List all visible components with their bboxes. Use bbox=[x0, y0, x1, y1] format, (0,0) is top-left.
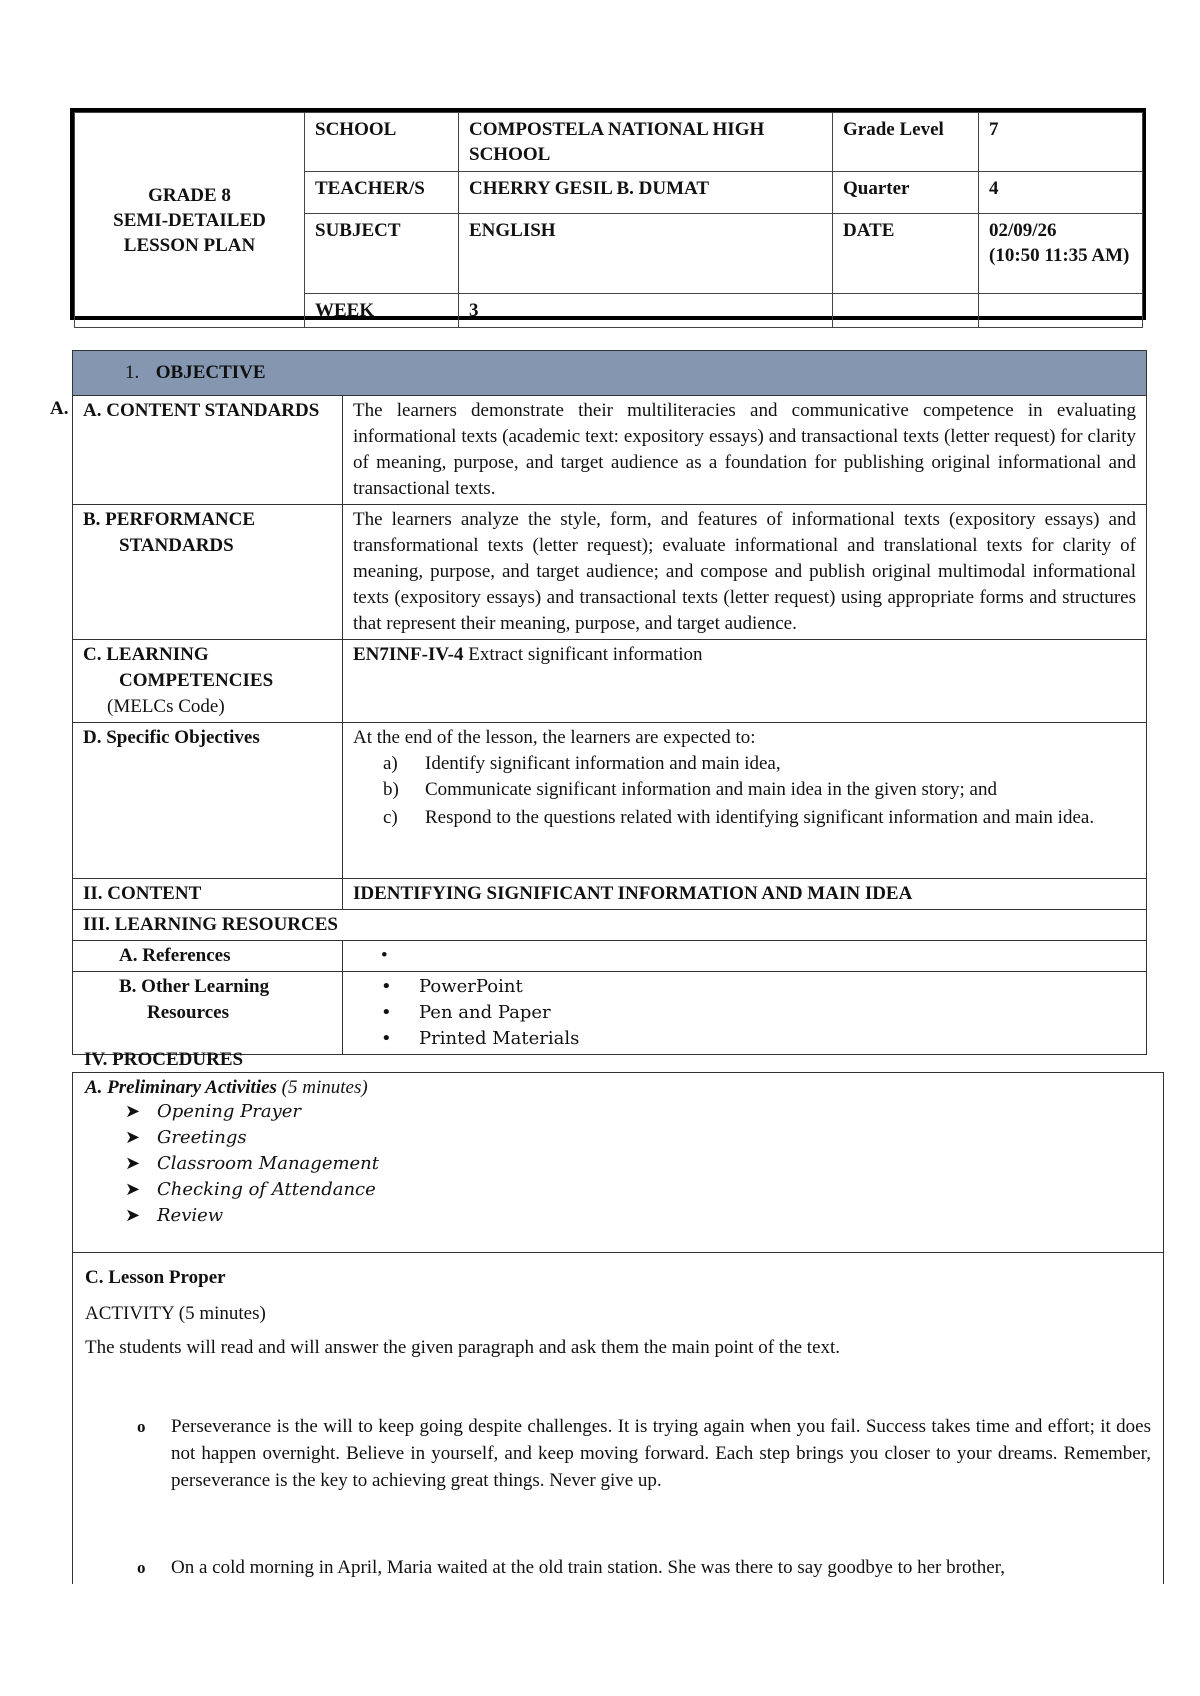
preliminary-heading bbox=[85, 1077, 1151, 1099]
list-item: ➤ Classroom Management bbox=[125, 1151, 1151, 1177]
objective-number: 1. bbox=[125, 362, 140, 383]
plan-title-doc: LESSON PLAN bbox=[123, 234, 256, 256]
list-item: ➤ Greetings bbox=[125, 1125, 1151, 1151]
plan-title-type: SEMI-DETAILED bbox=[113, 209, 266, 231]
procedures-label: IV. PROCEDURES bbox=[84, 1049, 244, 1070]
content-value: IDENTIFYING SIGNIFICANT INFORMATION AND MAIN IDEA bbox=[343, 879, 1147, 910]
references-value bbox=[343, 941, 1147, 972]
quarter-label: Quarter bbox=[833, 172, 979, 214]
learning-competencies-row bbox=[73, 640, 1147, 723]
content-standards-label: A. CONTENT STANDARDS bbox=[73, 396, 343, 505]
activity-intro: The students will read and will answer the given paragraph and ask them the main point of the text. bbox=[85, 1337, 841, 1358]
specific-objectives-intro: At the end of the lesson, the learners are expected to: bbox=[353, 727, 756, 748]
specific-objectives-label: D. Specific Objectives bbox=[73, 723, 343, 879]
teacher-value: CHERRY GESIL B. DUMAT bbox=[459, 172, 833, 214]
objective-heading-row bbox=[73, 351, 1147, 396]
school-value: COMPOSTELA NATIONAL HIGH SCHOOL bbox=[459, 113, 833, 172]
date-time: (10:50 11:35 AM) bbox=[989, 245, 1130, 266]
list-marker: b) bbox=[383, 779, 399, 800]
references-label: A. References bbox=[73, 941, 343, 972]
specific-objectives-list bbox=[353, 751, 1136, 832]
passage: o Perseverance is the will to keep going despite challenges. It is trying again when you fail. Success takes time and effort; it does not happen overnight. Believe in yourself, and keep moving forward. Each step brings you closer to your dreams. Remember, perseverance is the key to achieving great things. Never give up. bbox=[137, 1413, 1151, 1494]
week-value: 3 bbox=[459, 294, 833, 328]
list-item-text: Respond to the questions related with identifying significant information and main idea. bbox=[425, 807, 1095, 828]
list-marker: c) bbox=[383, 807, 398, 828]
subject-value: ENGLISH bbox=[459, 214, 833, 294]
passage-list bbox=[85, 1413, 1151, 1581]
other-resources-list bbox=[353, 974, 1136, 1052]
specific-objectives-row bbox=[73, 723, 1147, 879]
preliminary-list bbox=[85, 1099, 1151, 1229]
list-item bbox=[383, 777, 1136, 803]
empty-cell bbox=[833, 294, 979, 328]
activity-time: (5 minutes) bbox=[174, 1303, 266, 1324]
learning-competencies-label-2: COMPETENCIES bbox=[119, 670, 274, 691]
other-resources-label-1: B. Other Learning bbox=[119, 976, 270, 997]
other-resources-row bbox=[73, 972, 1147, 1055]
list-item bbox=[383, 751, 1136, 777]
specific-objectives-value bbox=[343, 723, 1147, 879]
preliminary-activities bbox=[73, 1073, 1163, 1253]
performance-standards-text: The learners analyze the style, form, and features of informational texts (expository essays) and transformational texts (letter request); evaluate informational and translational texts for clarity of meaning, purpose, and target audience; and compose and publish original multimodal informational texts (expository essays) and transactional texts (letter request) using appropriate forms and structures that represent their meaning, purpose, and target audience. bbox=[343, 505, 1147, 640]
date-label: DATE bbox=[833, 214, 979, 294]
content-standards-text: The learners demonstrate their multiliteracies and communicative competence in evaluating informational texts (academic text: expository essays) and transactional texts (letter request) for clarity of meaning, purpose, and target audience as a foundation for publishing original informational and transactional texts. bbox=[343, 396, 1147, 505]
date-day: 02/09/26 bbox=[989, 220, 1057, 241]
grade-level-value: 7 bbox=[979, 113, 1143, 172]
list-item-text: Communicate significant information and main idea in the given story; and bbox=[425, 779, 997, 800]
learning-competencies-label-1: C. LEARNING bbox=[83, 644, 209, 665]
passage: o On a cold morning in April, Maria waited at the old train station. She was there to say goodbye to her brother, bbox=[137, 1554, 1151, 1581]
performance-standards-row bbox=[73, 505, 1147, 640]
competency-text: Extract significant information bbox=[463, 644, 703, 665]
objective-heading-text: OBJECTIVE bbox=[155, 362, 266, 383]
activity-label: ACTIVITY bbox=[85, 1303, 174, 1324]
week-label: WEEK bbox=[305, 294, 459, 328]
procedures-box bbox=[72, 1072, 1164, 1584]
preliminary-title: A. Preliminary Activities bbox=[85, 1077, 277, 1098]
learning-competencies-label bbox=[73, 640, 343, 723]
quarter-value: 4 bbox=[979, 172, 1143, 214]
lesson-plan-header bbox=[70, 108, 1146, 320]
references-row bbox=[73, 941, 1147, 972]
performance-standards-label bbox=[73, 505, 343, 640]
performance-standards-label-1: B. PERFORMANCE bbox=[83, 509, 256, 530]
competency-code: EN7INF-IV-4 bbox=[353, 644, 464, 665]
list-item: ➤ Opening Prayer bbox=[125, 1099, 1151, 1125]
empty-cell bbox=[979, 294, 1143, 328]
teacher-label: TEACHER/S bbox=[305, 172, 459, 214]
list-item: • Pen and Paper bbox=[381, 1000, 1136, 1026]
subject-label: SUBJECT bbox=[305, 214, 459, 294]
learning-resources-label: III. LEARNING RESOURCES bbox=[73, 910, 1147, 941]
plan-title-grade: GRADE 8 bbox=[148, 184, 231, 206]
lesson-proper bbox=[73, 1253, 1163, 1589]
list-item: ➤ Checking of Attendance bbox=[125, 1177, 1151, 1203]
activity-heading bbox=[85, 1303, 1151, 1325]
objective-heading bbox=[73, 351, 1147, 396]
melcs-code-label: (MELCs Code) bbox=[107, 696, 225, 717]
other-resources-value bbox=[343, 972, 1147, 1055]
lesson-plan-body bbox=[72, 350, 1147, 1055]
grade-level-label: Grade Level bbox=[833, 113, 979, 172]
row-marker: A. bbox=[50, 398, 69, 419]
plan-title bbox=[75, 113, 305, 328]
learning-resources-row bbox=[73, 910, 1147, 941]
content-label: II. CONTENT bbox=[73, 879, 343, 910]
list-item bbox=[383, 803, 1136, 832]
list-marker: a) bbox=[383, 753, 398, 774]
preliminary-time: (5 minutes) bbox=[276, 1077, 368, 1098]
list-item: • PowerPoint bbox=[381, 974, 1136, 1000]
performance-standards-label-2: STANDARDS bbox=[119, 535, 234, 556]
list-item-text: Identify significant information and main idea, bbox=[425, 753, 781, 774]
list-item: ➤ Review bbox=[125, 1203, 1151, 1229]
date-value bbox=[979, 214, 1143, 294]
other-resources-label bbox=[73, 972, 343, 1055]
content-row bbox=[73, 879, 1147, 910]
content-standards-row bbox=[73, 396, 1147, 505]
learning-competencies-value bbox=[343, 640, 1147, 723]
school-label: SCHOOL bbox=[305, 113, 459, 172]
list-item: • Printed Materials bbox=[381, 1026, 1136, 1052]
other-resources-label-2: Resources bbox=[147, 1002, 229, 1023]
lesson-proper-title: C. Lesson Proper bbox=[85, 1267, 226, 1288]
